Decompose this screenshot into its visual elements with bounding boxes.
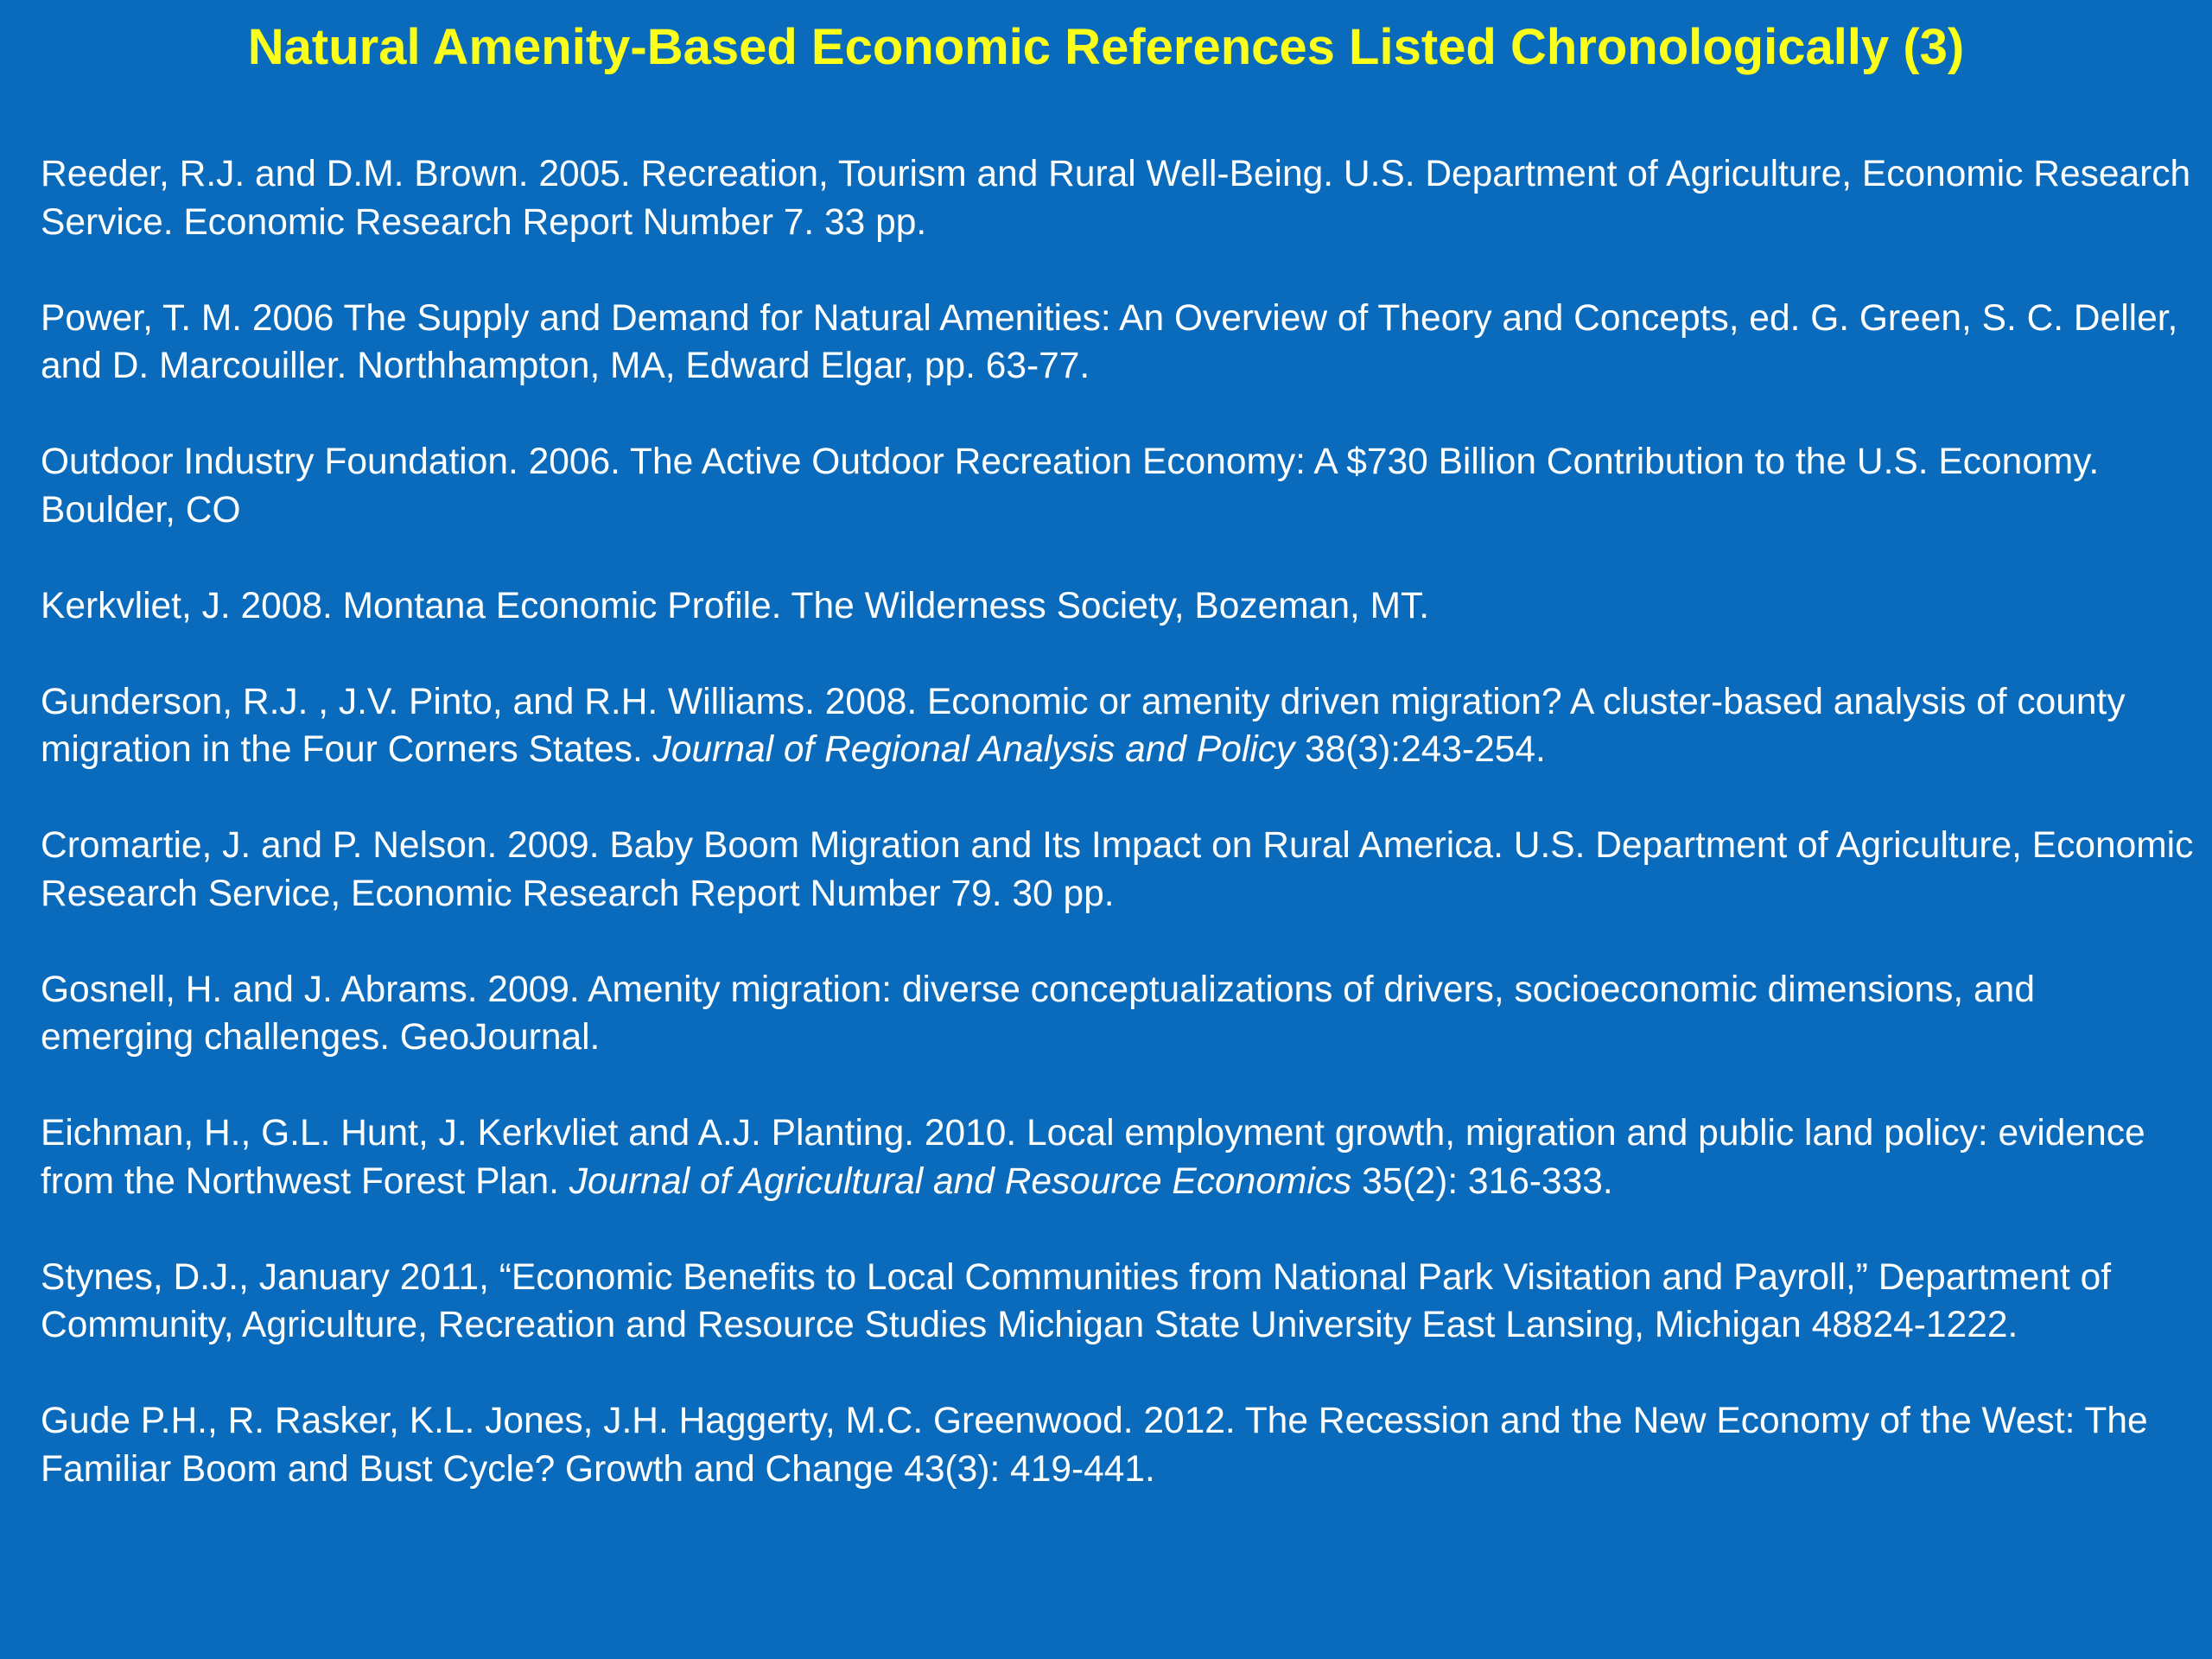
reference-text: Cromartie, J. and P. Nelson. 2009. Baby Boom Migration and Its Impact on Rural America. U.S. Department of Agriculture, Economic Research Service, Economic Research Report Number 79. 30 pp. (41, 825, 2194, 914)
reference-text: Gude P.H., R. Rasker, K.L. Jones, J.H. Haggerty, M.C. Greenwood. 2012. The Recession and the New Economy of the West: The Familiar Boom and Bust Cycle? Growth and Change 43(3): 419-441. (41, 1401, 2148, 1490)
reference-text: Reeder, R.J. and D.M. Brown. 2005. Recreation, Tourism and Rural Well-Being. U.S. Department of Agriculture, Economic Research Service. Economic Research Report Number 7. 33 pp. (41, 154, 2191, 243)
reference-text: Outdoor Industry Foundation. 2006. The Active Outdoor Recreation Economy: A $730 Billion Contribution to the U.S. Economy. Boulder, CO (41, 442, 2100, 531)
reference-text: Gunderson, R.J. , J.V. Pinto, and R.H. Williams. 2008. Economic or amenity driven migration? A cluster-based analysis of county migration in the Four Corners States. (41, 681, 2126, 770)
reference-item (41, 1109, 2195, 1205)
reference-item (41, 582, 2195, 631)
reference-item (41, 822, 2195, 918)
journal-title: Journal of Regional Analysis and Policy (652, 729, 1295, 770)
reference-item (41, 1397, 2195, 1493)
journal-title: Journal of Agricultural and Resource Economics (569, 1160, 1352, 1202)
reference-item (41, 966, 2195, 1062)
reference-text: Stynes, D.J., January 2011, “Economic Benefits to Local Communities from National Park Visitation and Payroll,” Department of Community, Agriculture, Recreation and Resource Studies Michigan State University East Lansing, Michigan 48824-1222. (41, 1256, 2112, 1345)
reference-text: Gosnell, H. and J. Abrams. 2009. Amenity migration: diverse conceptualizations of drivers, socioeconomic dimensions, and emerging challenges. GeoJournal. (41, 969, 2035, 1058)
slide-title: Natural Amenity-Based Economic References Listed Chronologically (3) (247, 19, 1965, 75)
reference-item (41, 678, 2195, 774)
reference-text: Eichman, H., G.L. Hunt, J. Kerkvliet and A.J. Planting. 2010. Local employment growth, migration and public land policy: evidence from the Northwest Forest Plan. (41, 1113, 2145, 1202)
reference-item (41, 1254, 2195, 1350)
reference-citation: 35(2): 316-333. (1351, 1160, 1613, 1202)
reference-list (41, 150, 2195, 1541)
reference-item (41, 295, 2195, 391)
reference-text: Kerkvliet, J. 2008. Montana Economic Profile. The Wilderness Society, Bozeman, MT. (41, 585, 1430, 626)
reference-citation: 38(3):243-254. (1294, 729, 1546, 770)
reference-text: Power, T. M. 2006 The Supply and Demand for Natural Amenities: An Overview of Theory and Concepts, ed. G. Green, S. C. Deller, and D. Marcouiller. Northhampton, MA, Edward Elgar, pp. 63-77. (41, 297, 2178, 386)
reference-item (41, 150, 2195, 246)
reference-item (41, 438, 2195, 534)
